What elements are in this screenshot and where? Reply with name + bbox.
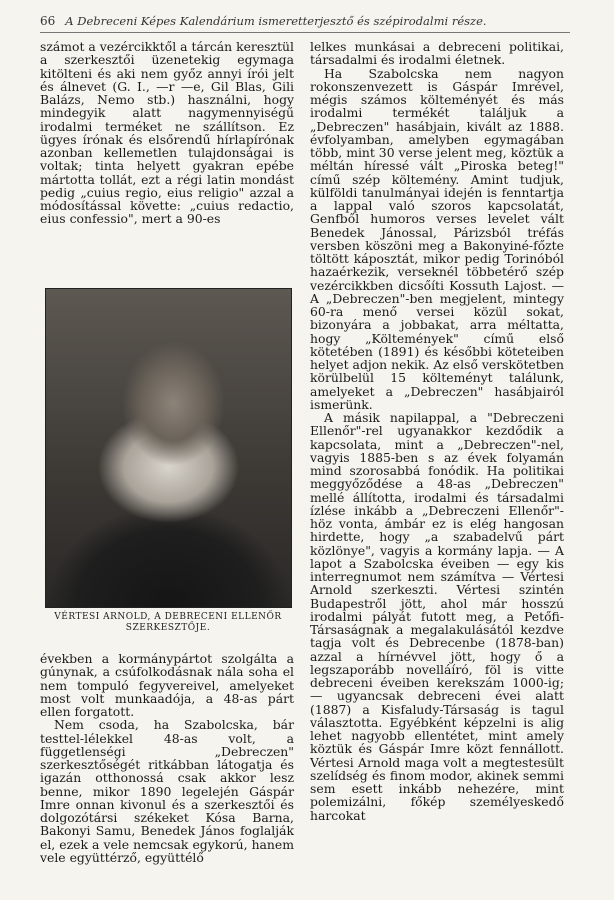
portrait-photo [45, 288, 292, 608]
running-head [40, 10, 570, 33]
portrait-caption: VÉRTESI ARNOLD, A DEBRECENI ELLENŐR SZERKESZTŐJE. [54, 612, 282, 633]
left-paragraph-1: számot a vezércikktől a tárcán keresztül a szerkesztői üzenetekig egymaga kitölteni és aki nem győz annyi írói jelt és álnevet (G. I., —r —e, Gil Blas, Gili Balázs, Nemo stb.) használni, hogy mindegyik alatt nagymennyiségű irodalmi terméket ne szállítson. Ez ügyes írónak és elsőrendű hírlapírónak azonban kellemetlen tulajdonságai is voltak; tinta helyett gyakran epébe mártotta tollát, ezt a régi latin mondást pedig „cuius regio, eius religio" azzal a módosítással követte: „cuius redactio, eius confessio", mert a 90-es [40, 39, 294, 227]
running-title: A Debreceni Képes Kalendárium ismeretterjesztő és szépirodalmi része. [65, 14, 487, 28]
right-column [310, 40, 564, 822]
page-number: 66 [40, 14, 56, 28]
right-paragraph-3: A másik napilappal, a "Debreczeni Ellenőr"-rel ugyanakkor kezdődik a kapcsolata, mint a „Debreczen"-nel, vagyis 1885-ben s az évek folyamán mind szorosabbá fonódik. Ha politikai meggyőződése a 48-as „Debreczen" mellé állította, irodalmi és társadalmi ízlése inkább a „Debreczeni Ellenőr"-höz vonta, ámbár ez is elég hangosan hirdette, hogy „a szabadelvű párt közlönye", vagyis a kormány lapja. — A lapot a Szabolcska éveiben — egy kis interregnumot nem számítva — Vértesi Arnold szerkeszti. Vértesi szintén Budapestről jött, ahol már hosszú irodalmi pályát futott meg, a Petőfi-Társaságnak a megalakulásától kezdve tagja volt és Debrecenbe (1878-ban) azzal a hírnévvel jött, hogy ő a legszaporább novelláíró, föl is vitte debreceni éveiben kerekszám 1000-ig; — ugyancsak debreceni évei alatt (1887) a Kisfaludy-Társaság is tagul választotta. Egyébként képzelni is alig lehet nagyobb ellentétet, mint amely köztük és Gáspár Imre közt fennállott. Vértesi Arnold maga volt a megtestesült szelídség és finom modor, akinek semmi sem esett inkább nehezére, mint polemizálni, főkép személyeskedő harcokat [310, 410, 564, 823]
right-paragraph-1: lelkes munkásai a debreceni politikai, társadalmi és irodalmi életnek. [310, 39, 564, 68]
right-paragraph-2: Ha Szabolcska nem nagyon rokonszenvezett is Gáspár Imrével, mégis számos költeményét és más irodalmi termékét találjuk a „Debreczen" hasábjain, kivált az 1888. évfolyamban, amelyben egymagában több, mint 30 verse jelent meg, köztük a méltán híressé vált „Piroska beteg!" című szép költemény. Amint tudjuk, külföldi tanulmányai idején is fenntartja a lappal való szoros kapcsolatát, Genfből humoros verses levelet vált Benedek Jánossal, Párizsból tréfás versben köszöni meg a Bakonyiné-főzte töltött káposztát, mikor pedig Torinóból hazaérkezik, verseknél többetérő szép vezércikkben dicsőíti Kossuth Lajost. — A „Debreczen"-ben megjelent, mintegy 60-ra menő versei közül sokat, bizonyára a jobbakat, arra méltatta, hogy „Költemények" című első kötetében (1891) és későbbi köteteiben helyet adjon nekik. Az első verskötetben körülbelül 15 költeményt találunk, amelyeket a „Debreczen" hasábjairól ismerünk. [310, 65, 564, 412]
left-paragraph-3: Nem csoda, ha Szabolcska, bár testtel-lélekkel 48-as volt, a függetlenségi „Debreczen" szerkesztőségét ritkábban látogatja és igazán otthonossá csak akkor lesz benne, mikor 1890 legelején Gáspár Imre onnan kivonul és a szerkesztői és dolgozótársi székeket Kósa Barna, Bakonyi Samu, Benedek János foglalják el, ezek a vele nemcsak egykorú, hanem vele együttérző, együttélő [40, 717, 294, 865]
left-paragraph-2: években a kormánypártot szolgálta a gúnynak, a csúfolkodásnak nála soha el nem tompuló fegyvereivel, amelyeket most volt munkaadója, a 48-as párt ellen forgatott. [40, 651, 294, 719]
left-column-bottom [40, 652, 294, 864]
left-column-top [40, 40, 294, 226]
